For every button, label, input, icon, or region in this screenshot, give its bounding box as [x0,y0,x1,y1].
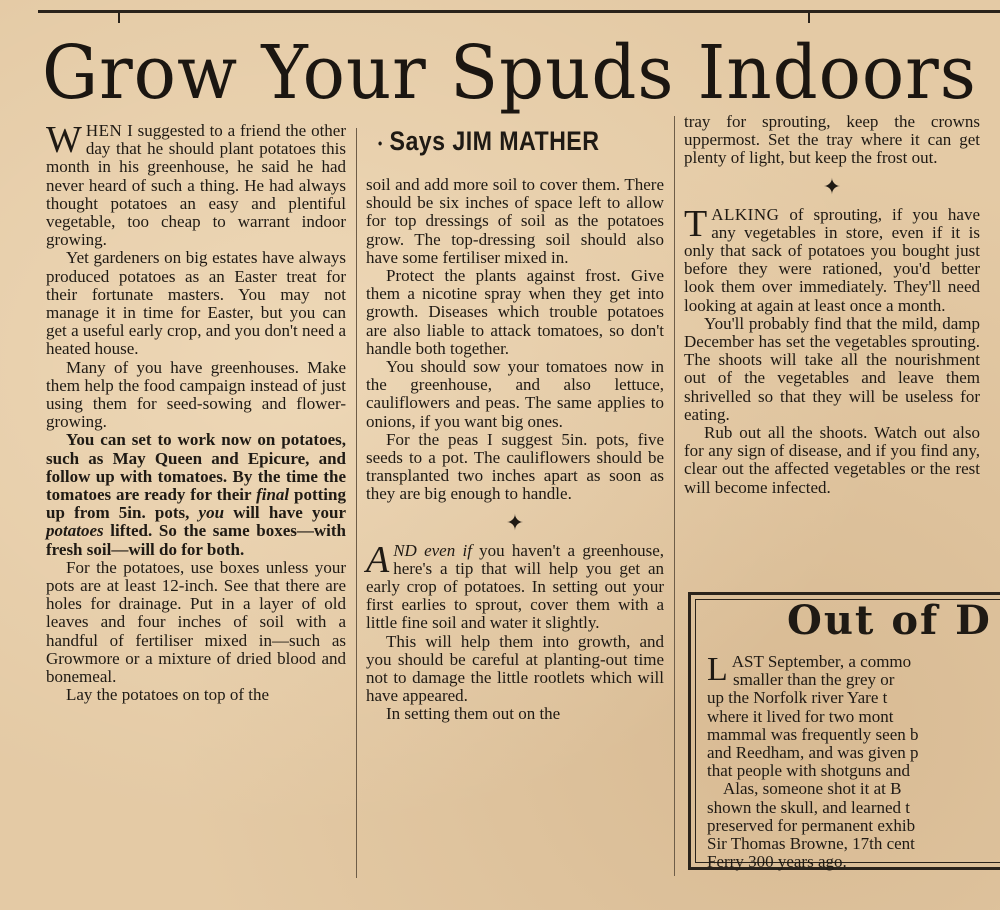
drop-cap: L [707,651,728,688]
paragraph: In setting them out on the [386,704,561,724]
sidebar-line: Alas, someone shot it at B [723,779,902,799]
italic-word: you [198,503,225,523]
section-lede-paragraph [684,202,980,315]
paragraph: Lay the potatoes on top of the [66,685,270,705]
text-run: lifted. So the same boxes—with fresh soil—will do for both. [46,521,346,559]
lede-text: I suggested to a friend the other day that he should plant potatoes this month in his greenhouse, he said he had never heard of such a thing. He had always thought potatoes an easy and plentiful vegetable, too cheap to warrant indoor growing. [46,121,346,250]
column-rule [356,128,357,878]
paragraph: soil and add more soil to cover them. There should be six inches of space left to allow for top dressings of soil as the potatoes grow. The top-dressing soil should also have some fertiliser mixed in. [366,175,664,267]
bold-paragraph [46,431,346,558]
article-column-3 [684,113,980,497]
text-run: potting up from 5in. pots, [46,485,346,523]
lede-paragraph [46,119,346,250]
paragraph: Many of you have greenhouses. Make them help the food campaign instead of just using them for seed-sowing and flower-growing. [46,357,346,432]
drop-cap: T [684,202,708,245]
italic-word: potatoes [46,521,104,541]
column-rule [674,116,675,876]
paragraph: You should sow your tomatoes now in the greenhouse, and also lettuce, cauliflowers and peas. The same applies to onions, if you want big ones. [366,357,664,431]
sidebar-article-box [688,592,1000,870]
paragraph: This will help them into growth, and you should be careful at planting-out time not to damage the little rootlets which will have appeared. [366,631,664,706]
text-run: You can set to work now on potatoes, such as May Queen and Epicure, and follow up with tomatoes. By the time the tomatoes are ready for their [46,430,346,505]
byline-bullet: • [378,134,383,151]
sidebar-line: where it lived for two mont [707,706,894,726]
lede-italic: ND even if [393,540,472,560]
top-rule [38,10,1000,13]
sidebar-line: up the Norfolk river Yare t [707,688,888,708]
lede-caps: HEN [85,121,123,140]
article-headline: Grow Your Spuds Indoors [42,30,977,116]
paragraph: Rub out all the shoots. Watch out also for any sign of disease, and if you find any, clear out the affected vegetables or the rest will become infected. [684,423,980,497]
sidebar-line: Ferry 300 years ago. [707,852,847,872]
lede-text: of sprouting, if you have any vegetables in store, even if it is only that sack of potatoes you bought just before they were rationed, you'd better look them over immediately. They'll need looking at again at least once a month. [684,204,980,315]
paragraph: You'll probably find that the mild, damp December has set the vegetables sprouting. The shoots will take all the nourishment out of the vegetables and leave them shrivelled so that they will be useless for eating. [684,313,980,424]
sidebar-line: and Reedham, and was given p [707,743,919,763]
article-column-2 [366,176,664,724]
star-ornament-icon: ✦ [505,509,525,535]
rule-tick [118,13,120,23]
sidebar-line: preserved for permanent exhib [707,815,916,835]
lede-text: you haven't a greenhouse, here's a tip that will help you get an early crop of potatoes. In setting out your first earlies to sprout, cover them with a little fine soil and water it slightly. [366,540,664,633]
byline-text: Says JIM MATHER [389,126,600,156]
sidebar-line: shown the skull, and learned t [707,797,911,817]
italic-word: final [256,485,290,505]
paragraph: For the peas I suggest 5in. pots, five seeds to a pot. The cauliflowers should be transplanted two inches apart as soon as they are big enough to handle. [366,429,664,504]
sidebar-line: mammal was frequently seen b [707,724,919,744]
text-line: AST September, a commo [731,652,912,671]
sidebar-line: that people with shotguns and [707,761,911,781]
section-lede-paragraph [366,538,664,633]
rule-tick [808,13,810,23]
lede-caps: ALKING [711,204,780,224]
article-column-1 [46,119,346,705]
sidebar-line: Sir Thomas Browne, 17th cent [707,834,915,854]
drop-cap: A [366,538,390,581]
paragraph: Yet gardeners on big estates have always produced potatoes as an Easter treat for their fortunate masters. You may not manage it in time for Easter, but you can get a useful early crop, and you don't need a heated house. [46,248,346,359]
sidebar-headline: Out of D [787,597,992,644]
paragraph: Protect the plants against frost. Give them a nicotine spray when they get into growth. Diseases which trouble potatoes are also liable to attack tomatoes, so don't handle both together. [366,266,664,358]
drop-cap: W [46,119,82,161]
text-run: will have your [224,503,346,523]
paragraph: For the potatoes, use boxes unless your pots are at least 12-inch. See that there are holes for drainage. Put in a layer of old leaves and four inches of soil with a handful of fertiliser mixed in—such as Growmore or a mixture of dried blood and bonemeal. [46,557,346,687]
byline [378,126,599,157]
paragraph: tray for sprouting, keep the crowns uppermost. Set the tray where it can get plenty of light, but keep the frost out. [684,112,980,168]
sidebar-text [707,653,1000,871]
star-ornament-icon: ✦ [822,173,842,199]
sidebar-line: smaller than the grey or [733,670,895,690]
